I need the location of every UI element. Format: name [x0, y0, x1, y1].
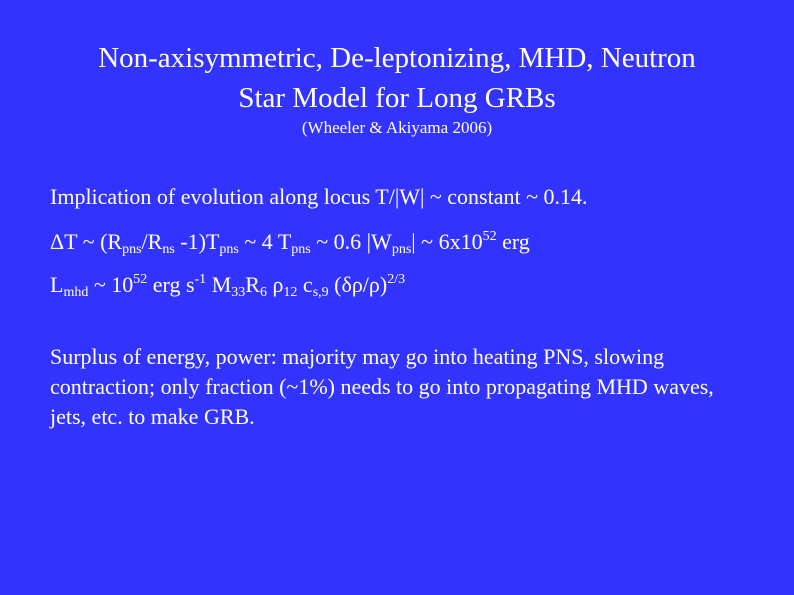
eq-text: ΔT ~ (R	[50, 229, 123, 254]
eq-subscript: pns	[122, 242, 142, 257]
eq-superscript: -1	[194, 272, 207, 287]
slide-subtitle: (Wheeler & Akiyama 2006)	[301, 118, 493, 137]
eq-subscript: s,9	[312, 285, 329, 300]
eq-text: -1)T	[174, 229, 220, 254]
eq-text: erg	[496, 229, 530, 254]
eq-subscript: ns	[162, 242, 175, 257]
luminosity-equation-line	[50, 271, 405, 299]
eq-subscript: 12	[283, 285, 298, 300]
evolution-locus-line: Implication of evolution along locus T/|W| ~ constant ~ 0.14.	[50, 184, 588, 209]
eq-text: ~ 0.6 |W	[310, 229, 392, 254]
energy-equation-line	[50, 228, 530, 256]
eq-subscript: pns	[391, 242, 412, 257]
eq-text: M	[206, 272, 232, 297]
eq-text: R	[245, 272, 260, 297]
surplus-paragraph: Surplus of energy, power: majority may go into heating PNS, slowing contraction; only fraction (~1%) needs to go into propagating MHD waves, jets, etc. to make GRB.	[50, 344, 714, 429]
eq-text: (δρ/ρ)	[328, 272, 388, 297]
eq-text: erg s	[147, 272, 195, 297]
eq-text: ρ	[266, 272, 284, 297]
eq-text: /R	[141, 229, 163, 254]
eq-subscript: 6	[259, 285, 267, 300]
eq-text: ~ 10	[88, 272, 134, 297]
eq-text: ~ 4 T	[238, 229, 292, 254]
eq-superscript: 52	[482, 229, 497, 244]
eq-text: L	[50, 272, 64, 297]
eq-subscript: pns	[291, 242, 311, 257]
eq-superscript: 52	[133, 272, 148, 287]
eq-text: c	[297, 272, 313, 297]
eq-subscript: pns	[219, 242, 239, 257]
slide-title	[40, 38, 754, 118]
title-line-1: Non-axisymmetric, De-leptonizing, MHD, Neutron	[98, 42, 696, 74]
eq-subscript: 33	[231, 285, 246, 300]
eq-superscript: 2/3	[387, 272, 406, 287]
eq-subscript: mhd	[63, 285, 89, 300]
title-line-2: Star Model for Long GRBs	[238, 82, 556, 114]
eq-text: | ~ 6x10	[411, 229, 483, 254]
